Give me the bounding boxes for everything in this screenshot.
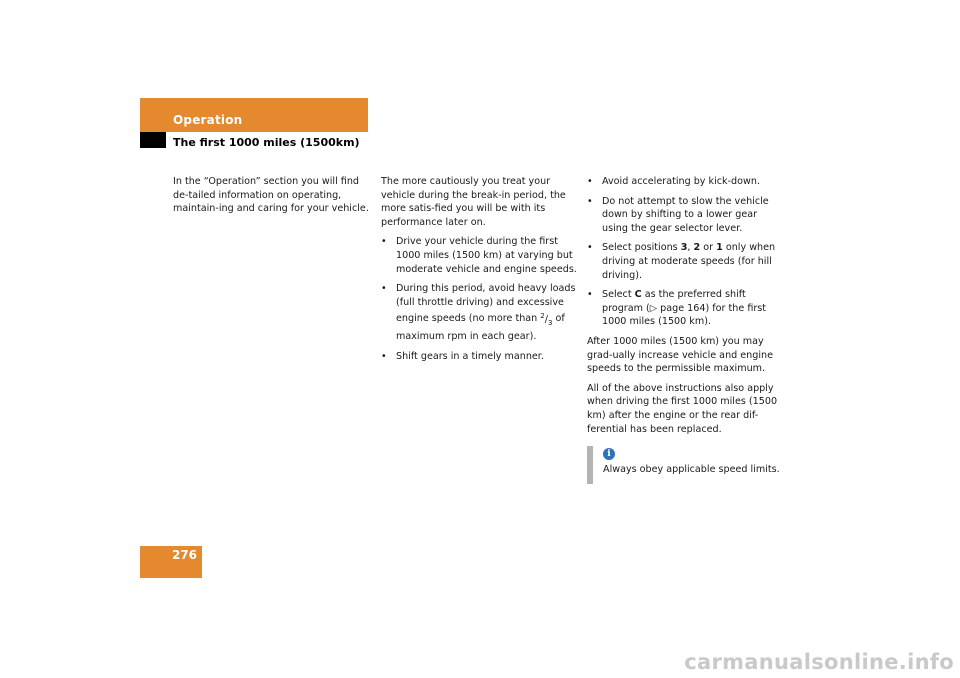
replacement-paragraph: All of the above instructions also apply when driving the first 1000 miles (1500 km) after the engine or the rear dif-ferential has been replaced. bbox=[587, 382, 778, 435]
gear-position-3: 3 bbox=[680, 242, 688, 254]
list-item bbox=[381, 350, 579, 364]
page-subtitle: The first 1000 miles (1500km) bbox=[173, 136, 360, 149]
info-text: Always obey applicable speed limits. bbox=[603, 464, 780, 476]
list-item bbox=[381, 235, 579, 276]
list-item-text: Do not attempt to slow the vehicle down by shifting to a lower gear using the gear selector lever. bbox=[602, 195, 769, 234]
bullet-icon: • bbox=[381, 350, 387, 362]
list-item-text: Drive your vehicle during the first 1000 miles (1500 km) at varying but moderate vehicle and engine speeds. bbox=[396, 236, 577, 275]
break-in-paragraph: The more cautiously you treat your vehicle during the break-in period, the more satis-fied you will be with its performance later on. bbox=[381, 176, 566, 228]
fraction: $^2/_3$ bbox=[540, 311, 553, 327]
driving-list bbox=[587, 175, 785, 329]
bullet-icon: • bbox=[587, 289, 593, 301]
intro-paragraph: In the “Operation” section you will find de-tailed information on operating, maintain-ing and caring for your vehicle. bbox=[173, 176, 369, 215]
bullet-icon: • bbox=[381, 283, 387, 295]
column-left bbox=[173, 175, 371, 222]
bullet-icon: • bbox=[587, 242, 593, 254]
list-item: • Select C as the preferred shift program (▷ page 164) for the first 1000 miles (1500 km). bbox=[587, 289, 767, 328]
gear-position-2: 2 bbox=[693, 242, 701, 254]
after-break-in-paragraph: After 1000 miles (1500 km) you may grad-ually increase vehicle and engine speeds to the permissible maximum. bbox=[587, 335, 774, 375]
bullet-icon: • bbox=[587, 195, 593, 207]
list-item: • Select positions 3, 2 or 1 only when driving at moderate speeds (for hill driving). bbox=[587, 242, 776, 281]
info-note bbox=[587, 446, 785, 484]
gear-position-1: 1 bbox=[716, 242, 723, 254]
list-item-text: Shift gears in a timely manner. bbox=[396, 350, 544, 362]
section-header-bar bbox=[140, 98, 368, 132]
break-in-list bbox=[381, 235, 579, 363]
list-item-text: During this period, avoid heavy loads (full throttle driving) and excessive engine speeds (no more than bbox=[396, 283, 576, 325]
page-number-box bbox=[140, 546, 202, 578]
shift-program-c: C bbox=[634, 289, 642, 301]
list-item bbox=[381, 282, 579, 343]
list-item-text: Avoid accelerating by kick-down. bbox=[602, 176, 760, 187]
subsection-marker bbox=[140, 132, 166, 148]
info-icon: i bbox=[603, 448, 615, 460]
watermark: carmanualsonline.info bbox=[684, 650, 954, 674]
page-number: 276 bbox=[171, 548, 197, 562]
column-middle bbox=[381, 175, 579, 369]
column-right bbox=[587, 175, 785, 484]
list-item bbox=[587, 195, 785, 236]
bullet-icon: • bbox=[381, 236, 387, 248]
bullet-icon: • bbox=[587, 176, 593, 187]
list-item-text: of maximum rpm in each gear). bbox=[396, 313, 565, 343]
section-title: Operation bbox=[173, 113, 243, 127]
list-item bbox=[587, 175, 785, 189]
